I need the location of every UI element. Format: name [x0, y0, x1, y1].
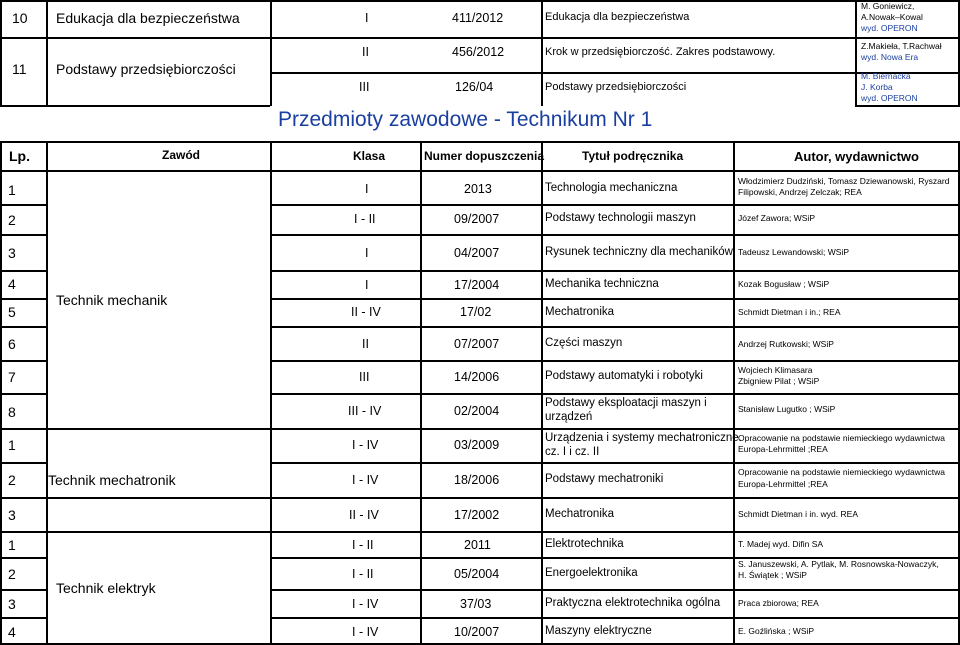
rule: [270, 326, 960, 328]
author: Tadeusz Lewandowski; WSiP: [738, 247, 850, 257]
book-title: Urządzenia i systemy mechatroniczne.: [545, 432, 742, 444]
book-title: Podstawy eksploatacji maszyn i: [545, 397, 707, 409]
author: Schmidt Dietman i in.; REA: [738, 307, 841, 317]
row-number: 3: [8, 596, 16, 612]
class-value: I - IV: [352, 625, 379, 639]
approval-number: 17/2004: [454, 278, 500, 292]
book-title: Podstawy technologii maszyn: [545, 212, 696, 224]
rule: [0, 141, 960, 143]
rule: [0, 37, 960, 39]
profession-label: Technik elektryk: [56, 580, 156, 596]
book-title: Edukacja dla bezpieczeństwa: [545, 11, 690, 23]
approval-number: 126/04: [455, 80, 494, 94]
rule: [46, 141, 48, 645]
author: Kozak Bogusław ; WSiP: [738, 279, 830, 289]
approval-number: 07/2007: [454, 337, 500, 351]
rule: [0, 234, 46, 236]
rule: [0, 0, 960, 2]
approval-number: 14/2006: [454, 370, 500, 384]
rule: [270, 393, 960, 395]
row-number: 4: [8, 276, 16, 292]
book-title: Mechatronika: [545, 508, 615, 520]
book-title: Praktyczna elektrotechnika ogólna: [545, 597, 721, 609]
author: S. Januszewski, A. Pytlak, M. Rosnowska-Nowaczyk,: [738, 559, 939, 569]
class-value: II: [362, 45, 369, 59]
publisher: wyd. OPERON: [861, 93, 918, 103]
book-title: Mechanika techniczna: [545, 278, 659, 290]
book-title: Podstawy przedsiębiorczości: [545, 81, 687, 93]
profession-label: Technik mechatronik: [48, 472, 176, 488]
author: M. Goniewicz,: [861, 1, 915, 11]
row-number: 10: [12, 10, 28, 26]
column-header-zawod: Zawód: [162, 148, 200, 162]
class-value: I - II: [352, 567, 374, 581]
row-number: 8: [8, 404, 16, 420]
rule: [855, 105, 960, 107]
author: Praca zbiorowa; REA: [738, 598, 819, 608]
class-value: I - II: [352, 538, 374, 552]
rule: [0, 326, 46, 328]
approval-number: 37/03: [460, 597, 492, 611]
author: Z.Makieła, T.Rachwał: [861, 41, 942, 51]
publisher: wyd. Nowa Era: [861, 52, 919, 62]
author: Stanisław Lugutko ; WSiP: [738, 404, 836, 414]
approval-number: 2013: [464, 182, 492, 196]
column-header-lp: Lp.: [9, 148, 30, 164]
rule: [0, 170, 960, 172]
row-number: 2: [8, 472, 16, 488]
author: Zbigniew Pilat ; WSiP: [738, 376, 820, 386]
book-title: Elektrotechnika: [545, 538, 624, 550]
profession-label: Technik mechanik: [56, 292, 168, 308]
row-number: 3: [8, 245, 16, 261]
rule: [541, 0, 543, 106]
class-value: I: [365, 278, 369, 292]
author: Józef Zawora; WSiP: [738, 213, 815, 223]
author: T. Madej wyd. Difin SA: [738, 539, 824, 549]
book-title: Energoelektronika: [545, 567, 638, 579]
approval-number: 411/2012: [452, 11, 504, 25]
row-number: 1: [8, 437, 16, 453]
row-number: 1: [8, 537, 16, 553]
row-number: 2: [8, 212, 16, 228]
row-number: 11: [12, 61, 27, 77]
author: Europa-Lehrmittel ;REA: [738, 444, 828, 454]
column-header-autor: Autor, wydawnictwo: [794, 149, 919, 164]
subject-name: Podstawy przedsiębiorczości: [56, 61, 236, 77]
approval-number: 03/2009: [454, 438, 500, 452]
rule: [0, 141, 2, 645]
row-number: 3: [8, 507, 16, 523]
rule: [541, 141, 543, 645]
rule: [0, 105, 270, 107]
column-header-klasa: Klasa: [353, 149, 386, 163]
rule: [0, 298, 46, 300]
author: Wojciech Klimasara: [738, 365, 813, 375]
author: A.Nowak–Kowal: [861, 12, 923, 22]
publisher: wyd. OPERON: [861, 23, 918, 33]
rule: [0, 270, 46, 272]
column-header-tytul: Tytuł podręcznika: [582, 149, 684, 163]
rule: [0, 462, 46, 464]
section-title: Przedmioty zawodowe - Technikum Nr 1: [278, 108, 653, 131]
book-title: Technologia mechaniczna: [545, 182, 678, 194]
book-title: cz. I i cz. II: [545, 446, 600, 458]
book-title: Maszyny elektryczne: [545, 625, 652, 637]
author: Schmidt Dietman i in. wyd. REA: [738, 509, 858, 519]
author: Filipowski, Andrzej Zelczak; REA: [738, 187, 862, 197]
book-title: Krok w przedsiębiorczość. Zakres podstawowy.: [545, 46, 776, 58]
author: Europa-Lehrmittel ;REA: [738, 479, 828, 489]
book-title: Podstawy automatyki i robotyki: [545, 370, 703, 382]
column-header-numer: Numer dopuszczenia: [424, 149, 545, 163]
rule: [270, 589, 960, 591]
subject-name: Edukacja dla bezpieczeństwa: [56, 10, 240, 26]
row-number: 7: [8, 369, 16, 385]
rule: [0, 531, 960, 533]
author: Andrzej Rutkowski; WSiP: [738, 339, 834, 349]
rule: [270, 204, 960, 206]
book-title: Mechatronika: [545, 306, 615, 318]
rule: [46, 0, 48, 106]
rule: [270, 234, 960, 236]
approval-number: 17/02: [460, 305, 492, 319]
approval-number: 18/2006: [454, 473, 500, 487]
row-number: 2: [8, 566, 16, 582]
book-title: urządzeń: [545, 411, 593, 423]
rule: [420, 141, 422, 645]
rule: [0, 497, 960, 499]
author: J. Korba: [861, 82, 893, 92]
rule: [0, 393, 46, 395]
book-title: Rysunek techniczny dla mechaników: [545, 246, 733, 258]
row-number: 1: [8, 182, 16, 198]
approval-number: 2011: [464, 538, 491, 552]
class-value: II - IV: [349, 508, 379, 522]
author: Opracowanie na podstawie niemieckiego wydawnictwa: [738, 433, 945, 443]
class-value: I: [365, 246, 369, 260]
row-number: 6: [8, 336, 16, 352]
class-value: III: [359, 80, 370, 94]
class-value: I - IV: [352, 473, 379, 487]
rule: [0, 589, 46, 591]
approval-number: 10/2007: [454, 625, 500, 639]
author: E. Goźlińska ; WSiP: [738, 626, 815, 636]
class-value: II - IV: [351, 305, 381, 319]
class-value: I - IV: [352, 438, 379, 452]
approval-number: 456/2012: [452, 45, 505, 59]
class-value: I: [365, 182, 369, 196]
approval-number: 05/2004: [454, 567, 500, 581]
row-number: 5: [8, 304, 16, 320]
rule: [855, 0, 857, 106]
row-number: 4: [8, 624, 16, 640]
class-value: III - IV: [348, 404, 382, 418]
rule: [270, 141, 272, 645]
approval-number: 02/2004: [454, 404, 500, 418]
rule: [270, 617, 960, 619]
book-title: Części maszyn: [545, 337, 623, 349]
rule: [733, 141, 735, 645]
approval-number: 17/2002: [454, 508, 500, 522]
rule: [0, 0, 2, 106]
rule: [270, 462, 960, 464]
rule: [270, 360, 960, 362]
class-value: I - II: [354, 212, 376, 226]
rule: [270, 298, 960, 300]
rule: [0, 557, 46, 559]
rule: [0, 204, 46, 206]
rule: [0, 428, 960, 430]
author: Włodzimierz Dudziński, Tomasz Dziewanowski, Ryszard: [738, 176, 950, 186]
class-value: II: [362, 337, 369, 351]
rule: [0, 360, 46, 362]
author: H. Świątek ; WSiP: [738, 570, 807, 580]
class-value: I: [365, 11, 369, 25]
approval-number: 09/2007: [454, 212, 500, 226]
book-title: Podstawy mechatroniki: [545, 473, 664, 485]
rule: [270, 0, 272, 106]
class-value: I - IV: [352, 597, 379, 611]
author: Opracowanie na podstawie niemieckiego wydawnictwa: [738, 467, 945, 477]
author: M. Biernacka: [861, 71, 911, 81]
rule: [0, 617, 46, 619]
approval-number: 04/2007: [454, 246, 500, 260]
rule: [270, 270, 960, 272]
class-value: III: [359, 370, 370, 384]
